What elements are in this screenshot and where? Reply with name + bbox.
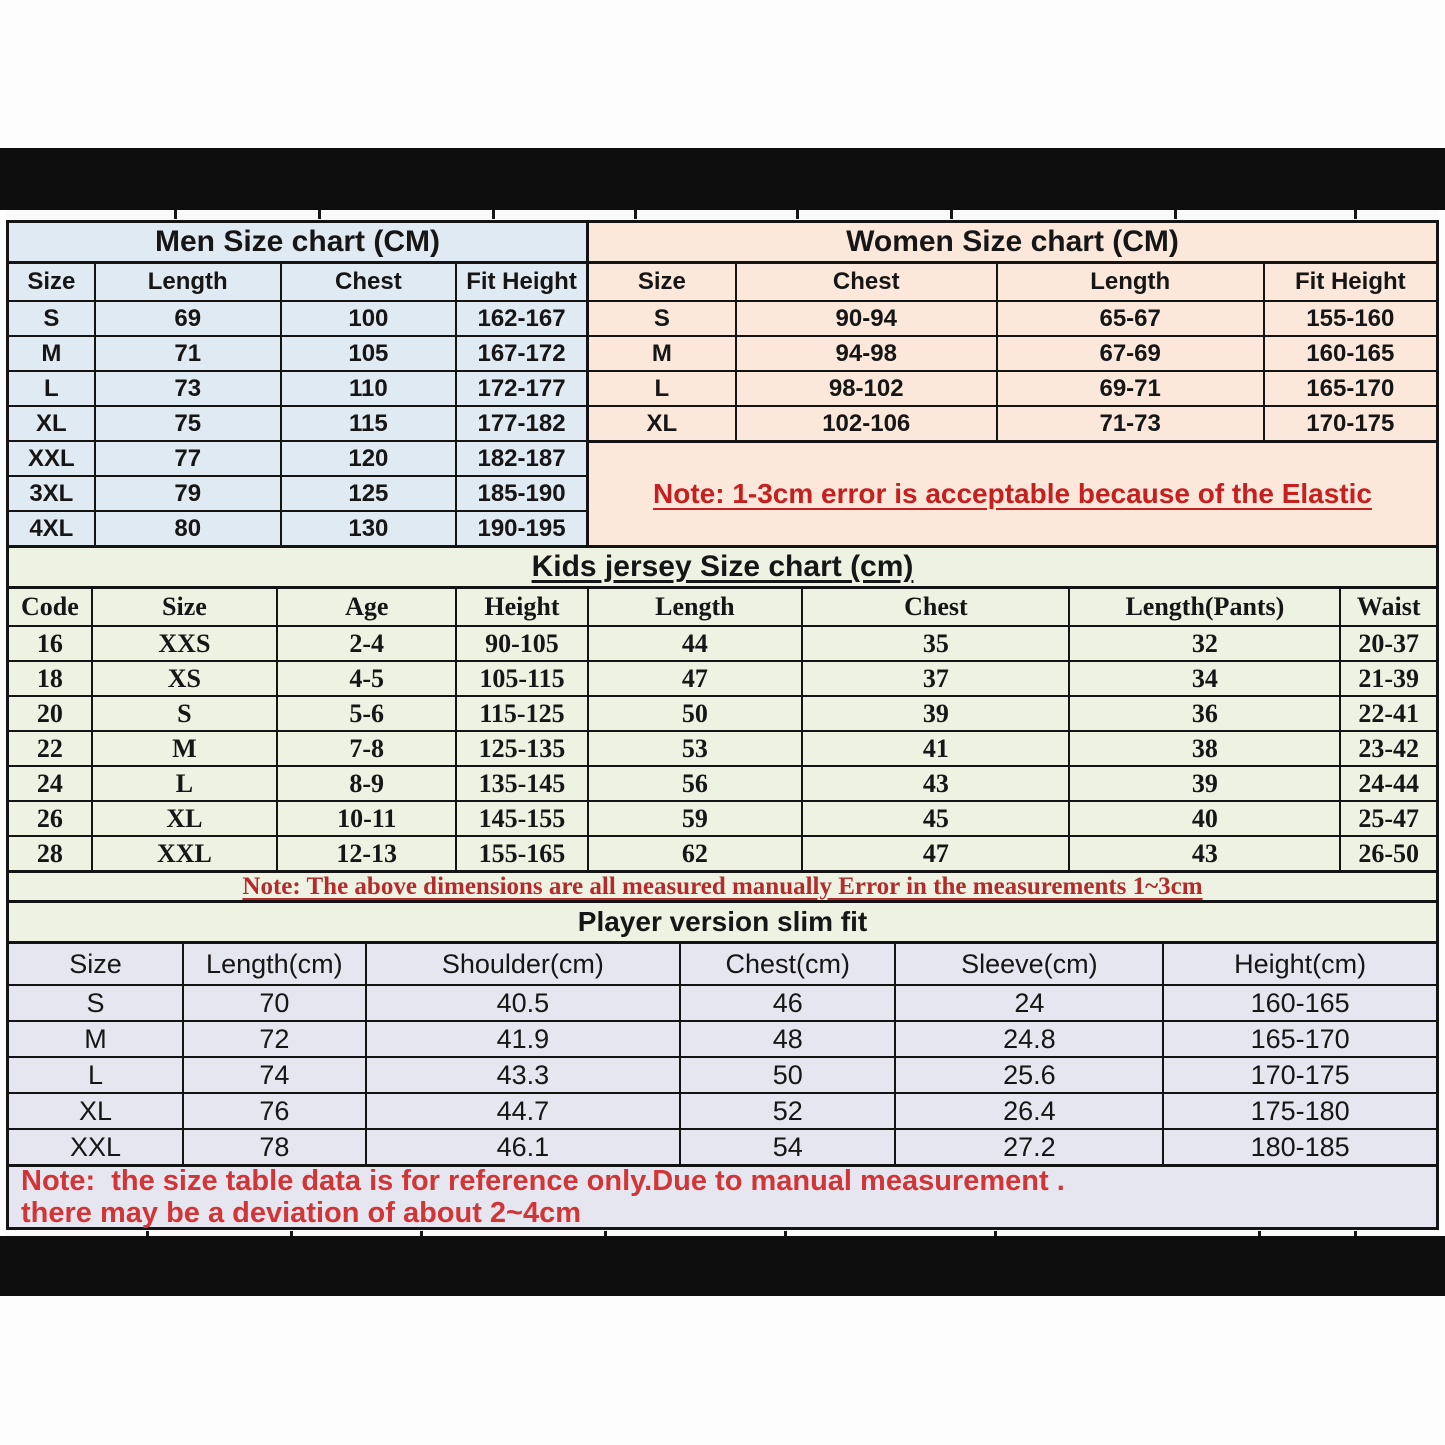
table-cell: 50	[681, 1058, 894, 1092]
women-note-area	[589, 440, 1436, 545]
table-cell: 172-177	[457, 372, 586, 405]
table-cell: 125	[282, 477, 455, 510]
table-cell: 25-47	[1341, 802, 1436, 835]
table-cell: 54	[681, 1130, 894, 1164]
column-header: Chest	[282, 264, 455, 300]
grid-tick	[492, 210, 495, 219]
table-cell: 27.2	[896, 1130, 1162, 1164]
table-cell: 20	[9, 697, 91, 730]
men-table-grid	[9, 264, 586, 545]
table-cell: 48	[681, 1022, 894, 1056]
table-cell: XS	[93, 662, 276, 695]
table-cell: 69-71	[998, 372, 1263, 405]
player-version-table	[6, 903, 1439, 1230]
table-cell: 52	[681, 1094, 894, 1128]
table-cell: 50	[589, 697, 802, 730]
table-cell: 20-37	[1341, 627, 1436, 660]
bottom-black-frame	[0, 1236, 1445, 1296]
table-cell: M	[93, 732, 276, 765]
table-cell: 177-182	[457, 407, 586, 440]
table-cell: 25.6	[896, 1058, 1162, 1092]
player-table-title: Player version slim fit	[9, 903, 1436, 944]
table-cell: 21-39	[1341, 662, 1436, 695]
player-note-line1: Note: the size table data is for reference only.Due to manual measurement .	[21, 1164, 1065, 1197]
column-header: Height(cm)	[1164, 944, 1436, 984]
table-cell: XL	[93, 802, 276, 835]
table-cell: 165-170	[1265, 372, 1436, 405]
column-header: Waist	[1341, 589, 1436, 625]
women-size-table	[589, 220, 1439, 548]
table-cell: 16	[9, 627, 91, 660]
table-cell: 41.9	[367, 1022, 679, 1056]
table-cell: 43	[803, 767, 1068, 800]
table-cell: 155-165	[457, 837, 586, 870]
column-header: Size	[9, 264, 94, 300]
table-cell: 175-180	[1164, 1094, 1436, 1128]
table-cell: 39	[1070, 767, 1339, 800]
table-cell: L	[93, 767, 276, 800]
table-cell: 115	[282, 407, 455, 440]
table-cell: 76	[184, 1094, 365, 1128]
table-cell: 44.7	[367, 1094, 679, 1128]
table-cell: 135-145	[457, 767, 586, 800]
table-cell: 56	[589, 767, 802, 800]
table-cell: 65-67	[998, 302, 1263, 335]
table-cell: 3XL	[9, 477, 94, 510]
table-cell: 43.3	[367, 1058, 679, 1092]
table-cell: 167-172	[457, 337, 586, 370]
column-header: Size	[9, 944, 182, 984]
table-cell: 4XL	[9, 512, 94, 545]
table-cell: S	[93, 697, 276, 730]
column-header: Length	[998, 264, 1263, 300]
column-header: Chest	[737, 264, 996, 300]
column-header: Chest(cm)	[681, 944, 894, 984]
table-cell: L	[589, 372, 735, 405]
column-header: Code	[9, 589, 91, 625]
player-note-line2: there may be a deviation of about 2~4cm	[21, 1197, 582, 1229]
table-cell: 12-13	[278, 837, 455, 870]
table-cell: 115-125	[457, 697, 586, 730]
column-header: Length	[589, 589, 802, 625]
table-cell: 41	[803, 732, 1068, 765]
kids-size-table	[6, 548, 1439, 903]
table-cell: 5-6	[278, 697, 455, 730]
men-table-title: Men Size chart (CM)	[9, 223, 586, 264]
table-cell: 120	[282, 442, 455, 475]
table-cell: 70	[184, 986, 365, 1020]
table-cell: XL	[589, 407, 735, 440]
table-cell: 180-185	[1164, 1130, 1436, 1164]
table-cell: 26.4	[896, 1094, 1162, 1128]
column-header: Fit Height	[457, 264, 586, 300]
table-cell: 46	[681, 986, 894, 1020]
table-cell: 77	[96, 442, 280, 475]
table-cell: 35	[803, 627, 1068, 660]
size-chart-sheet	[6, 210, 1439, 1240]
table-cell: 78	[184, 1130, 365, 1164]
table-cell: 28	[9, 837, 91, 870]
table-cell: S	[589, 302, 735, 335]
table-cell: 45	[803, 802, 1068, 835]
table-cell: 24.8	[896, 1022, 1162, 1056]
table-cell: 185-190	[457, 477, 586, 510]
column-header: Length(cm)	[184, 944, 365, 984]
table-cell: 105-115	[457, 662, 586, 695]
table-cell: 62	[589, 837, 802, 870]
column-header: Length(Pants)	[1070, 589, 1339, 625]
kids-table-grid	[9, 589, 1436, 870]
table-cell: 10-11	[278, 802, 455, 835]
table-cell: 110	[282, 372, 455, 405]
table-cell: 94-98	[737, 337, 996, 370]
table-cell: 18	[9, 662, 91, 695]
table-cell: 53	[589, 732, 802, 765]
table-cell: 71	[96, 337, 280, 370]
table-cell: 165-170	[1164, 1022, 1436, 1056]
table-cell: 40.5	[367, 986, 679, 1020]
grid-tick	[318, 210, 321, 219]
table-cell: 80	[96, 512, 280, 545]
kids-table-title: Kids jersey Size chart (cm)	[9, 548, 1436, 589]
table-cell: L	[9, 372, 94, 405]
table-cell: 47	[589, 662, 802, 695]
table-cell: 155-160	[1265, 302, 1436, 335]
player-table-grid	[9, 944, 1436, 1164]
table-cell: M	[589, 337, 735, 370]
table-cell: 67-69	[998, 337, 1263, 370]
grid-tick	[796, 210, 799, 219]
column-header: Age	[278, 589, 455, 625]
women-table-grid	[589, 264, 1436, 440]
table-cell: 43	[1070, 837, 1339, 870]
table-cell: 170-175	[1164, 1058, 1436, 1092]
table-cell: 100	[282, 302, 455, 335]
table-cell: XL	[9, 1094, 182, 1128]
grid-tick	[1354, 210, 1357, 219]
table-cell: 38	[1070, 732, 1339, 765]
table-cell: 59	[589, 802, 802, 835]
table-cell: 125-135	[457, 732, 586, 765]
table-cell: 34	[1070, 662, 1339, 695]
top-black-frame	[0, 148, 1445, 210]
table-cell: 130	[282, 512, 455, 545]
table-cell: 46.1	[367, 1130, 679, 1164]
table-cell: 44	[589, 627, 802, 660]
table-cell: 36	[1070, 697, 1339, 730]
column-header: Size	[93, 589, 276, 625]
grid-tick	[174, 210, 177, 219]
table-cell: XXL	[9, 442, 94, 475]
column-header: Shoulder(cm)	[367, 944, 679, 984]
table-cell: 190-195	[457, 512, 586, 545]
table-cell: 7-8	[278, 732, 455, 765]
women-table-title: Women Size chart (CM)	[589, 223, 1436, 264]
table-cell: 79	[96, 477, 280, 510]
table-cell: 4-5	[278, 662, 455, 695]
table-cell: 39	[803, 697, 1068, 730]
table-cell: S	[9, 986, 182, 1020]
table-cell: 72	[184, 1022, 365, 1056]
table-cell: XXL	[93, 837, 276, 870]
column-header: Chest	[803, 589, 1068, 625]
table-cell: S	[9, 302, 94, 335]
table-cell: 90-94	[737, 302, 996, 335]
table-cell: 160-165	[1164, 986, 1436, 1020]
table-cell: 22-41	[1341, 697, 1436, 730]
table-cell: 26	[9, 802, 91, 835]
table-cell: 74	[184, 1058, 365, 1092]
clipped-row-strip-top	[6, 210, 1439, 220]
table-cell: 102-106	[737, 407, 996, 440]
player-note-area	[9, 1164, 1436, 1227]
table-cell: 23-42	[1341, 732, 1436, 765]
column-header: Sleeve(cm)	[896, 944, 1162, 984]
table-cell: 47	[803, 837, 1068, 870]
table-cell: 170-175	[1265, 407, 1436, 440]
table-cell: M	[9, 337, 94, 370]
table-cell: 71-73	[998, 407, 1263, 440]
kids-measurement-note: Note: The above dimensions are all measured manually Error in the measurements 1~3cm	[9, 870, 1436, 900]
grid-tick	[950, 210, 953, 219]
table-cell: 73	[96, 372, 280, 405]
table-cell: 40	[1070, 802, 1339, 835]
grid-tick	[1174, 210, 1177, 219]
table-cell: XL	[9, 407, 94, 440]
table-cell: 8-9	[278, 767, 455, 800]
table-cell: 26-50	[1341, 837, 1436, 870]
table-cell: XXL	[9, 1130, 182, 1164]
table-cell: 2-4	[278, 627, 455, 660]
table-cell: 182-187	[457, 442, 586, 475]
men-size-table	[6, 220, 589, 548]
table-cell: 22	[9, 732, 91, 765]
column-header: Size	[589, 264, 735, 300]
table-cell: M	[9, 1022, 182, 1056]
table-cell: 37	[803, 662, 1068, 695]
men-women-row	[6, 220, 1439, 548]
table-cell: 145-155	[457, 802, 586, 835]
table-cell: XXS	[93, 627, 276, 660]
column-header: Fit Height	[1265, 264, 1436, 300]
table-cell: L	[9, 1058, 182, 1092]
table-cell: 160-165	[1265, 337, 1436, 370]
table-cell: 24	[896, 986, 1162, 1020]
table-cell: 105	[282, 337, 455, 370]
table-cell: 24	[9, 767, 91, 800]
column-header: Height	[457, 589, 586, 625]
women-elastic-note: Note: 1-3cm error is acceptable because of the Elastic	[653, 478, 1372, 509]
table-cell: 75	[96, 407, 280, 440]
table-cell: 98-102	[737, 372, 996, 405]
table-cell: 90-105	[457, 627, 586, 660]
table-cell: 69	[96, 302, 280, 335]
table-cell: 24-44	[1341, 767, 1436, 800]
table-cell: 32	[1070, 627, 1339, 660]
grid-tick	[634, 210, 637, 219]
column-header: Length	[96, 264, 280, 300]
table-cell: 162-167	[457, 302, 586, 335]
